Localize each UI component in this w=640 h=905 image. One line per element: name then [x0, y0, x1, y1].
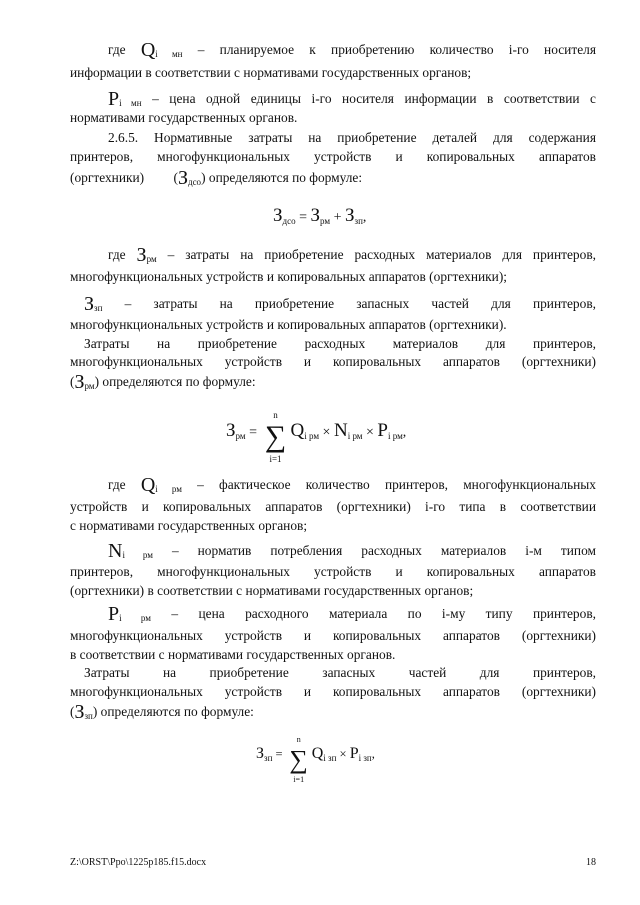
- def-q-rm-line-1: [108, 475, 596, 499]
- def-p-rm-line-1: [108, 604, 596, 628]
- para-rm-sub: рм: [84, 381, 95, 391]
- def-q-mn-line-2: информации в соответствии с нормативами государственных органов;: [70, 65, 472, 80]
- def-q-mn-lead: где: [108, 42, 126, 57]
- section-265-post: ) определяются по формуле:: [201, 170, 363, 185]
- formula-2-n: N: [333, 420, 348, 441]
- def-p-rm-line-3: в соответствии с нормативами государственных органов.: [70, 647, 396, 662]
- formula-1-eq: =: [299, 210, 308, 225]
- def-z-zp-sub: зп: [94, 303, 103, 313]
- footer-page-number: 18: [586, 857, 596, 868]
- formula-2-lower: i=1: [269, 454, 282, 464]
- def-n-rm-line-2: принтеров, многофункциональных устройств и копировальных аппаратов: [70, 564, 596, 579]
- para-zp-line-1: Затраты на приобретение запасных частей для принтеров,: [84, 665, 596, 680]
- def-p-mn-line-2: нормативами государственных органов.: [70, 110, 298, 125]
- def-q-mn-text-1: – планируемое к приобретению количество i-го носителя: [197, 42, 596, 57]
- def-n-rm-text-1: – норматив потребления расходных материалов i-м типом: [171, 543, 596, 558]
- formula-3-lhs: З: [256, 745, 265, 762]
- para-rm-post: ) определяются по формуле:: [94, 374, 256, 389]
- formula-2-lhs-sub: рм: [235, 431, 246, 441]
- formula-2-p-sub: i рм: [387, 431, 403, 441]
- formula-1-t2-sub: зп: [354, 216, 363, 226]
- formula-3-p-sub: i зп: [358, 753, 372, 763]
- def-q-rm-line-3: с нормативами государственных органов;: [70, 518, 308, 533]
- def-n-rm-line-3: (оргтехники) в соответствии с нормативами государственных органов;: [70, 583, 474, 598]
- para-zp-symbol: З: [74, 701, 85, 723]
- def-q-mn-line-1: [108, 40, 596, 64]
- def-q-rm-text-1: – фактическое количество принтеров, многофункциональных: [197, 477, 596, 492]
- def-n-rm-symbol: N: [108, 540, 123, 562]
- formula-3-q: Q: [311, 745, 324, 762]
- def-z-rm-symbol: З: [136, 244, 147, 266]
- def-p-mn-text-1: – цена одной единицы i-го носителя информации в соответствии с: [152, 91, 596, 106]
- def-p-rm-symbol: P: [108, 603, 120, 625]
- para-zp-sub: зп: [84, 711, 93, 721]
- para-rm-symbol: З: [74, 371, 85, 393]
- section-265-line-3: [70, 168, 596, 192]
- def-z-rm-text-1: – затраты на приобретение расходных материалов для принтеров,: [167, 247, 596, 262]
- section-265-pre: (оргтехники): [70, 170, 145, 185]
- def-q-rm-line-2: устройств и копировальных аппаратов (оргтехники) i-го типа в соответствии: [70, 499, 596, 514]
- para-rm-line-1: Затраты на приобретение расходных материалов для принтеров,: [84, 336, 596, 351]
- para-rm-open-paren: (: [70, 374, 75, 389]
- formula-3-upper: n: [296, 735, 301, 744]
- formula-3-p: P: [349, 745, 359, 762]
- formula-3-eq: =: [275, 747, 283, 761]
- def-p-rm-sub: i рм: [119, 613, 151, 623]
- formula-1-t1-sub: рм: [320, 216, 331, 226]
- formula-zrm: [226, 410, 407, 464]
- para-rm-line-2: многофункциональных устройств и копировальных аппаратов (оргтехники): [70, 354, 596, 369]
- formula-1-lhs-sub: дсо: [282, 216, 296, 226]
- formula-3-sum: [288, 735, 310, 784]
- formula-2-eq: =: [249, 425, 257, 440]
- formula-1-t2: З: [345, 205, 355, 226]
- formula-1-t1: З: [310, 205, 321, 226]
- formula-2-sum: [263, 410, 289, 464]
- formula-2-sigma: ∑: [264, 420, 287, 453]
- def-p-rm-text-1: – цена расходного материала по i-му типу принтеров,: [171, 606, 596, 621]
- formula-2-times-1: ×: [322, 425, 331, 440]
- formula-2-lhs: З: [226, 420, 236, 441]
- def-z-rm-line-1: [108, 245, 596, 269]
- def-z-rm-lead: где: [108, 247, 126, 262]
- def-p-mn-sub: i мн: [119, 98, 142, 108]
- formula-1-plus: +: [333, 210, 342, 225]
- def-q-mn-symbol: Q: [140, 39, 156, 61]
- para-zp-line-3: [70, 702, 596, 726]
- def-z-zp-text-1: – затраты на приобретение запасных частей для принтеров,: [124, 296, 596, 311]
- formula-2-p: P: [377, 420, 388, 441]
- def-q-rm-sub: i рм: [155, 484, 182, 494]
- formula-1-lhs: З: [273, 205, 283, 226]
- section-265-line-2: принтеров, многофункциональных устройств и копировальных аппаратов: [70, 149, 596, 164]
- formula-3-sigma: ∑: [289, 745, 308, 774]
- formula-zdso: [273, 205, 366, 227]
- formula-3-lhs-sub: зп: [264, 753, 273, 763]
- section-265-sub: дсо: [187, 177, 202, 187]
- formula-1-tail: ,: [362, 210, 367, 225]
- formula-2-times-2: ×: [366, 425, 374, 440]
- formula-2-n-sub: i рм: [347, 431, 363, 441]
- formula-2-tail: ,: [402, 425, 407, 440]
- formula-2-upper: n: [273, 410, 278, 420]
- def-n-rm-sub: i рм: [122, 550, 153, 560]
- section-265-line-1: 2.6.5. Нормативные затраты на приобретение деталей для содержания: [108, 130, 596, 145]
- def-z-rm-line-2: многофункциональных устройств и копировальных аппаратов (оргтехники);: [70, 269, 507, 284]
- def-q-rm-symbol: Q: [140, 474, 156, 496]
- def-z-rm-sub: рм: [146, 254, 157, 264]
- footer-file-path: Z:\ORST\Ppo\1225p185.f15.docx: [70, 857, 207, 868]
- section-265-symbol: З: [177, 167, 188, 189]
- para-zp-line-2: многофункциональных устройств и копировальных аппаратов (оргтехники): [70, 684, 596, 699]
- formula-3-lower: i=1: [293, 775, 305, 784]
- def-p-mn-symbol: P: [108, 88, 120, 110]
- para-zp-post: ) определяются по формуле:: [92, 704, 254, 719]
- formula-zzp: [256, 735, 375, 784]
- def-z-zp-line-2: многофункциональных устройств и копировальных аппаратов (оргтехники).: [70, 317, 507, 332]
- def-q-rm-lead: где: [108, 477, 126, 492]
- def-z-zp-symbol: З: [84, 293, 95, 315]
- formula-3-tail: ,: [371, 747, 375, 761]
- formula-3-q-sub: i зп: [323, 753, 337, 763]
- para-rm-line-3: [70, 372, 596, 396]
- def-p-rm-line-2: многофункциональных устройств и копировальных аппаратов (оргтехники): [70, 628, 596, 643]
- formula-2-q-sub: i рм: [304, 431, 320, 441]
- def-q-mn-sub: i мн: [155, 49, 183, 59]
- para-zp-open-paren: (: [70, 704, 75, 719]
- section-265-open-paren: (: [173, 170, 178, 185]
- formula-3-times: ×: [339, 747, 347, 761]
- formula-2-q: Q: [290, 420, 305, 441]
